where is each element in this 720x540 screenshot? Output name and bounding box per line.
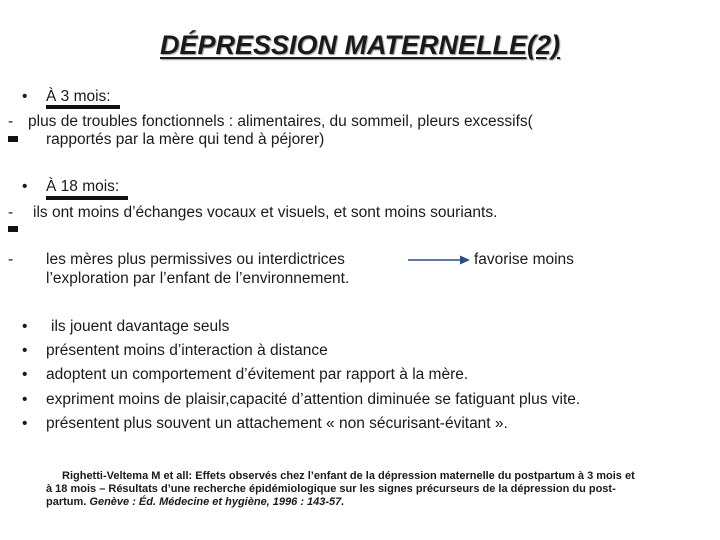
section3-line1-right: favorise moins — [474, 251, 574, 268]
section2-bullet: • — [22, 178, 28, 195]
reference-line3 — [46, 496, 344, 509]
list-item: présentent moins d’interaction à distance — [46, 342, 328, 359]
list-item: expriment moins de plaisir,capacité d’attention diminuée se fatiguant plus vite. — [46, 391, 581, 408]
section3-line1-left: les mères plus permissives ou interdictrices — [46, 251, 345, 268]
bullet-marker: • — [22, 391, 28, 408]
list-item: ils jouent davantage seuls — [51, 318, 230, 335]
section3-dash: - — [8, 251, 14, 268]
section1-line1: plus de troubles fonctionnels : alimentaires, du sommeil, pleurs excessifs( — [28, 113, 533, 130]
bullet-marker: • — [22, 318, 28, 335]
page-title: DÉPRESSION MATERNELLE(2) — [159, 30, 561, 60]
section2-dash: - — [8, 204, 14, 221]
bullet-marker: • — [22, 366, 28, 383]
section1-dash-marker — [8, 136, 18, 142]
reference-line3-plain: partum. — [46, 496, 87, 508]
section3-line2: l’exploration par l’enfant de l’environnement. — [46, 270, 350, 287]
section1-line2: rapportés par la mère qui tend à péjorer) — [46, 131, 325, 148]
section1-heading: À 3 mois: — [46, 88, 111, 105]
section2-heading: À 18 mois: — [46, 178, 120, 195]
right-arrow-icon — [408, 254, 470, 266]
bullet-marker: • — [22, 415, 28, 432]
reference-line1: Righetti-Veltema M et all: Effets observés chez l’enfant de la dépression maternelle du postpartum à 3 mois et — [62, 470, 635, 482]
list-item: adoptent un comportement d’évitement par rapport à la mère. — [46, 366, 469, 383]
section2-line1: ils ont moins d’échanges vocaux et visuels, et sont moins souriants. — [33, 204, 498, 221]
section1-heading-underline-bar — [46, 105, 120, 109]
section2-dash-marker — [8, 226, 18, 232]
section1-bullet: • — [22, 88, 28, 105]
reference-citation: Genève : Éd. Médecine et hygiène, 1996 : 143-57. — [89, 496, 345, 508]
section2-heading-underline-bar — [46, 196, 128, 200]
bullet-marker: • — [22, 342, 28, 359]
list-item: présentent plus souvent un attachement « non sécurisant-évitant ». — [46, 415, 508, 432]
section1-dash: - — [8, 113, 14, 130]
reference-line2: à 18 mois – Résultats d’une recherche épidémiologique sur les signes précurseurs de la dépression du post- — [46, 483, 616, 495]
